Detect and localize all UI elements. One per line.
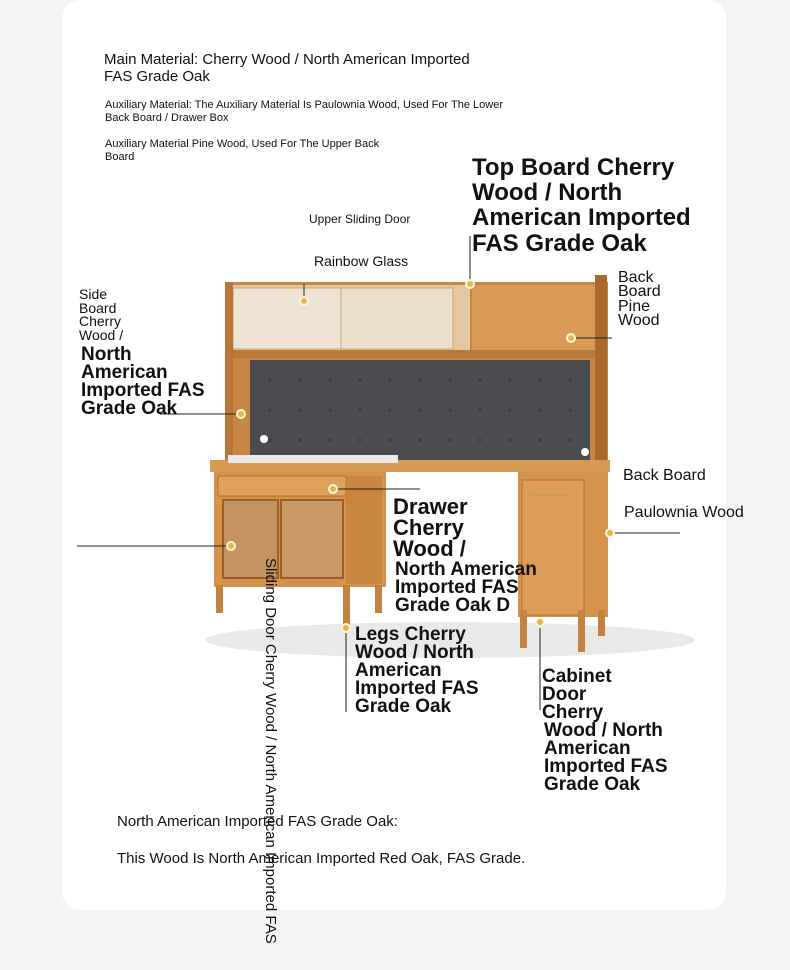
desk-mat (228, 455, 398, 463)
open-shelf (472, 285, 598, 352)
oak-note-body: This Wood Is North American Imported Red Oak, FAS Grade. (117, 850, 526, 867)
drawer-label: Drawer Cherry Wood / (393, 494, 468, 561)
side-board-label: Side Board Cherry Wood / (79, 286, 124, 344)
main-material-text: Main Material: Cherry Wood / North American Imported FAS Grade Oak (104, 51, 470, 86)
hutch-side-left (225, 282, 233, 472)
glass-door-right (341, 288, 453, 349)
auxiliary-material-2-text: Auxiliary Material Pine Wood, Used For The Upper Back Board (105, 138, 380, 163)
legs-label: Legs Cherry Wood / North American Imported FAS Grade Oak (355, 624, 479, 718)
drawer-front (218, 476, 346, 496)
light-left (260, 435, 268, 443)
leg (578, 610, 585, 652)
back-board-label: Back Board (623, 467, 706, 484)
back-board-pine-label: Back Board Pine Wood (618, 269, 661, 330)
pegboard (250, 360, 590, 465)
cabinet-door-material-label: Wood / North American Imported FAS Grade Oak (544, 720, 668, 796)
hutch-side-right (595, 275, 607, 470)
leg (375, 585, 382, 613)
light-right (581, 448, 589, 456)
auxiliary-material-1-text: Auxiliary Material: The Auxiliary Material Is Paulownia Wood, Used For The Lower Back Board / Drawer Box (105, 99, 504, 124)
left-cabinet-side (346, 476, 382, 584)
glass-door-left (233, 288, 341, 349)
leg (520, 610, 527, 648)
door-handle (530, 494, 570, 497)
cabinet-door-right (281, 500, 343, 578)
side-board-material-label: North American Imported FAS Grade Oak (81, 344, 205, 420)
upper-sliding-door-label: Upper Sliding Door (309, 212, 411, 226)
middle-shelf (228, 350, 600, 358)
cabinet-door-label: Cabinet Door Cherry (542, 666, 612, 724)
rainbow-glass-label: Rainbow Glass (314, 253, 409, 269)
leg (343, 585, 350, 625)
top-board-label: Top Board Cherry Wood / North American Imported FAS Grade Oak (472, 154, 691, 257)
drawer-material-label: North American Imported FAS Grade Oak D (395, 559, 537, 617)
leg (598, 610, 605, 636)
sliding-door-vertical-label: Sliding Door Cherry Wood / North American Imported FAS (262, 558, 279, 944)
leg (216, 585, 223, 613)
oak-note-title: North American Imported FAS Grade Oak: (117, 813, 398, 830)
paulownia-wood-label: Paulownia Wood (624, 504, 744, 521)
